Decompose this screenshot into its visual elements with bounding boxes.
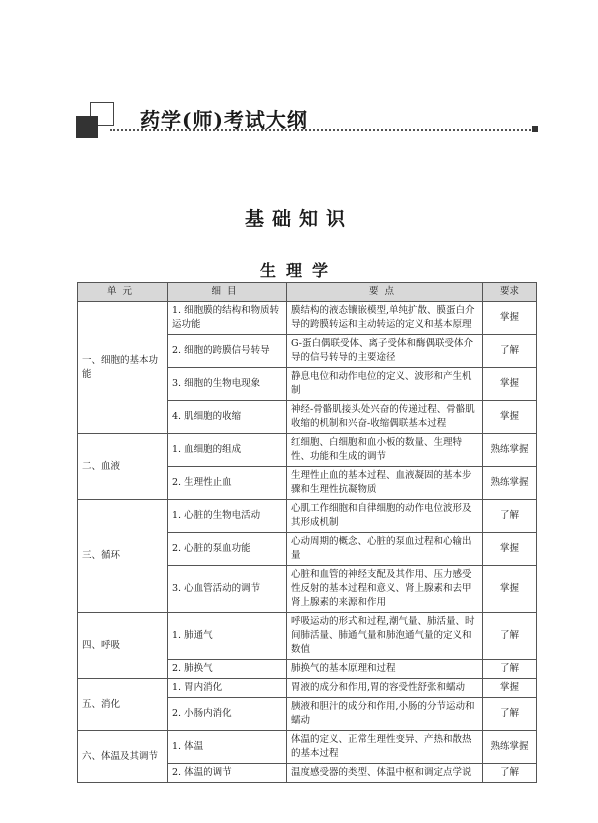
requirement-cell: 了解 <box>483 500 537 533</box>
item-cell: 1. 心脏的生物电活动 <box>168 500 287 533</box>
item-cell: 2. 细胞的跨膜信号转导 <box>168 335 287 368</box>
point-cell: 心脏和血管的神经支配及其作用、压力感受性反射的基本过程和意义、肾上腺素和去甲肾上腺素的来源和作用 <box>287 566 483 613</box>
table-header-row <box>78 283 537 302</box>
point-cell: 神经-骨骼肌接头处兴奋的传递过程、骨骼肌收缩的机制和兴奋-收缩偶联基本过程 <box>287 401 483 434</box>
point-cell: 呼吸运动的形式和过程,潮气量、肺活量、时间肺活量、肺通气量和肺泡通气量的定义和数值 <box>287 613 483 660</box>
item-cell: 4. 肌细胞的收缩 <box>168 401 287 434</box>
item-cell: 1. 细胞膜的结构和物质转运功能 <box>168 302 287 335</box>
requirement-cell: 了解 <box>483 660 537 679</box>
header-dotted-rule <box>110 129 535 133</box>
point-cell: 体温的定义、正常生理性变异、产热和散热的基本过程 <box>287 731 483 764</box>
item-cell: 2. 小肠内消化 <box>168 698 287 731</box>
syllabus-table <box>77 282 537 783</box>
item-cell: 2. 肺换气 <box>168 660 287 679</box>
requirement-cell: 掌握 <box>483 302 537 335</box>
point-cell: 温度感受器的类型、体温中枢和调定点学说 <box>287 764 483 783</box>
unit-cell: 四、呼吸 <box>78 613 168 679</box>
requirement-cell: 掌握 <box>483 679 537 698</box>
table-row <box>78 434 537 467</box>
point-cell: 心肌工作细胞和自律细胞的动作电位波形及其形成机制 <box>287 500 483 533</box>
table-body <box>78 302 537 783</box>
requirement-cell: 熟练掌握 <box>483 434 537 467</box>
section-title: 基础知识 <box>244 208 353 230</box>
item-cell: 1. 血细胞的组成 <box>168 434 287 467</box>
item-cell: 3. 细胞的生物电现象 <box>168 368 287 401</box>
unit-cell: 三、循环 <box>78 500 168 613</box>
point-cell: 生理性止血的基本过程、血液凝固的基本步骤和生理性抗凝物质 <box>287 467 483 500</box>
col-header-item: 细目 <box>168 283 287 302</box>
point-cell: 肺换气的基本原理和过程 <box>287 660 483 679</box>
item-cell: 1. 体温 <box>168 731 287 764</box>
square-filled-icon <box>76 116 98 138</box>
item-cell: 1. 胃内消化 <box>168 679 287 698</box>
point-cell: 心动周期的概念、心脏的泵血过程和心输出量 <box>287 533 483 566</box>
unit-cell: 五、消化 <box>78 679 168 731</box>
unit-cell: 二、血液 <box>78 434 168 500</box>
item-cell: 2. 生理性止血 <box>168 467 287 500</box>
item-cell: 3. 心血管活动的调节 <box>168 566 287 613</box>
table-row <box>78 302 537 335</box>
col-header-requirement: 要求 <box>483 283 537 302</box>
requirement-cell: 掌握 <box>483 566 537 613</box>
point-cell: 胃液的成分和作用,胃的容受性舒张和蠕动 <box>287 679 483 698</box>
unit-cell: 一、细胞的基本功能 <box>78 302 168 434</box>
header-rule-end-mark <box>532 126 538 132</box>
point-cell: 膜结构的液态镶嵌模型,单纯扩散、膜蛋白介导的跨膜转运和主动转运的定义和基本原理 <box>287 302 483 335</box>
header-title: 药学(师)考试大纲 <box>140 108 308 132</box>
requirement-cell: 了解 <box>483 335 537 368</box>
point-cell: 胰液和胆汁的成分和作用,小肠的分节运动和蠕动 <box>287 698 483 731</box>
unit-cell: 六、体温及其调节 <box>78 731 168 783</box>
requirement-cell: 熟练掌握 <box>483 467 537 500</box>
item-cell: 2. 心脏的泵血功能 <box>168 533 287 566</box>
running-header <box>70 96 540 142</box>
item-cell: 1. 肺通气 <box>168 613 287 660</box>
subject-title: 生理学 <box>259 261 338 280</box>
table-row <box>78 613 537 660</box>
table-row <box>78 500 537 533</box>
point-cell: 红细胞、白细胞和血小板的数量、生理特性、功能和生成的调节 <box>287 434 483 467</box>
requirement-cell: 掌握 <box>483 368 537 401</box>
table-row <box>78 731 537 764</box>
table-row <box>78 679 537 698</box>
requirement-cell: 了解 <box>483 698 537 731</box>
point-cell: 静息电位和动作电位的定义、波形和产生机制 <box>287 368 483 401</box>
requirement-cell: 熟练掌握 <box>483 731 537 764</box>
col-header-unit: 单元 <box>78 283 168 302</box>
requirement-cell: 掌握 <box>483 533 537 566</box>
requirement-cell: 掌握 <box>483 401 537 434</box>
item-cell: 2. 体温的调节 <box>168 764 287 783</box>
requirement-cell: 了解 <box>483 613 537 660</box>
point-cell: G-蛋白偶联受体、离子受体和酶偶联受体介导的信号转导的主要途径 <box>287 335 483 368</box>
col-header-point: 要点 <box>287 283 483 302</box>
requirement-cell: 了解 <box>483 764 537 783</box>
